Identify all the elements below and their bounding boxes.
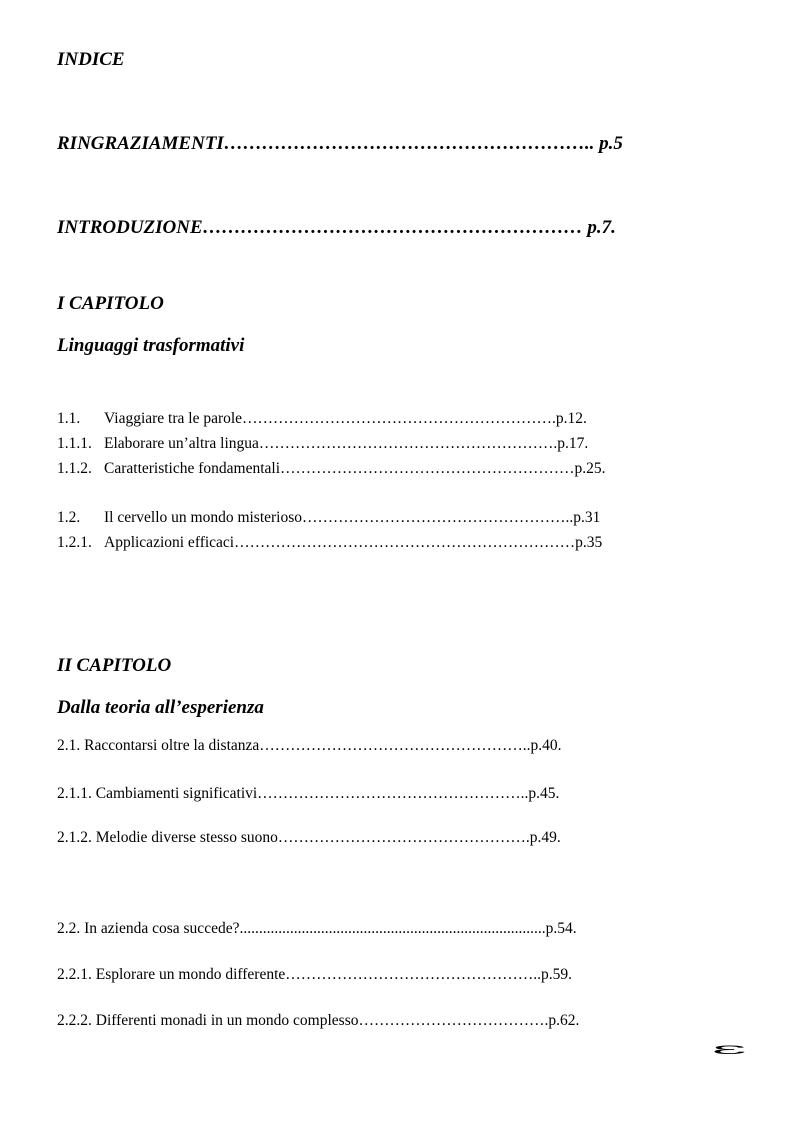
toc-entry: 2.1.2. Melodie diverse stesso suono………………………………………….p.49. <box>57 829 561 846</box>
toc-number: 1.2. <box>57 509 81 526</box>
toc-number: 1.1.2. <box>57 460 92 477</box>
chapter2-heading: II CAPITOLO <box>57 655 172 676</box>
chapter1-subtitle: Linguaggi trasformativi <box>57 335 245 356</box>
index-title: INDICE <box>57 49 125 70</box>
chapter1-heading: I CAPITOLO <box>57 293 164 314</box>
toc-entry: Applicazioni efficaci…………………………………………………………p.35 <box>104 534 603 551</box>
toc-entry: 2.1. Raccontarsi oltre la distanza……………………………………………..p.40. <box>57 737 562 754</box>
toc-entry: Il cervello un mondo misterioso……………………………………………..p.31 <box>104 509 601 526</box>
toc-number: 1.2.1. <box>57 534 92 551</box>
toc-entry-introduzione: INTRODUZIONE…………………………………………………… p.7. <box>57 217 616 238</box>
toc-number: 1.1. <box>57 410 81 427</box>
toc-entry: 2.2. In azienda cosa succede?...............................................................................p.54. <box>57 920 577 937</box>
toc-entry: Elaborare un’altra lingua………………………………………………….p.17. <box>104 435 589 452</box>
toc-number: 1.1.1. <box>57 435 92 452</box>
toc-entry: Caratteristiche fondamentali…………………………………………………p.25. <box>104 460 606 477</box>
page-number: 3 <box>711 1043 747 1057</box>
toc-entry: 2.2.1. Esplorare un mondo differente…………………………………………..p.59. <box>57 966 573 983</box>
chapter2-subtitle: Dalla teoria all’esperienza <box>57 697 264 718</box>
toc-entry: 2.2.2. Differenti monadi in un mondo complesso……………………………….p.62. <box>57 1012 580 1029</box>
toc-entry: 2.1.1. Cambiamenti significativi……………………………………………..p.45. <box>57 785 560 802</box>
toc-entry: Viaggiare tra le parole…………………………………………………….p.12. <box>104 410 587 427</box>
toc-entry-ringraziamenti: RINGRAZIAMENTI………………………………………………….. p.5 <box>57 133 623 154</box>
